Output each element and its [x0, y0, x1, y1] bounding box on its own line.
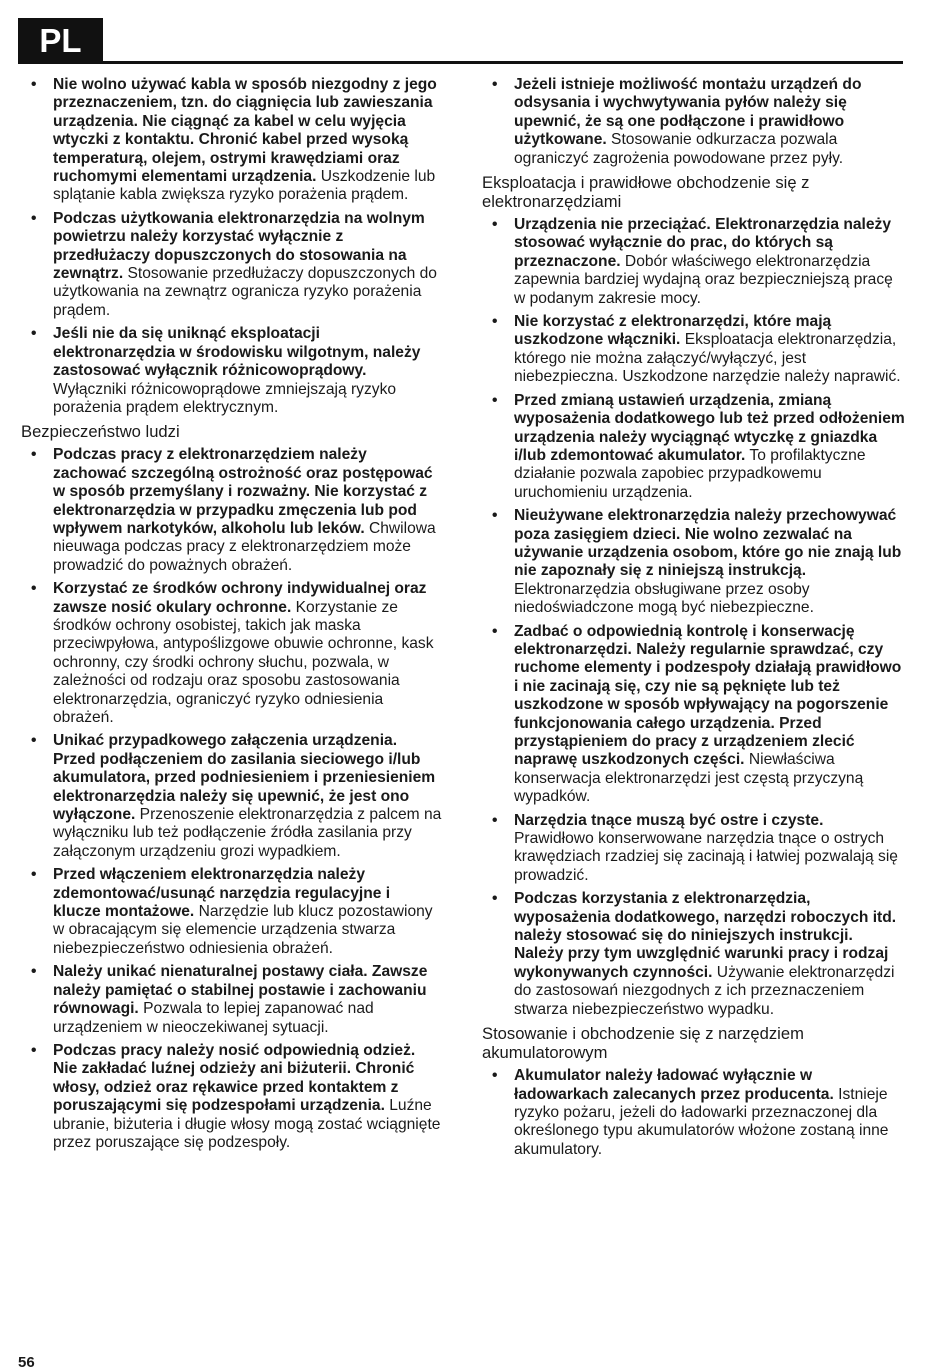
list-item [21, 732, 442, 861]
list-item [482, 313, 905, 387]
item-body-text: Eksploatacja elektronarzędzia, którego nie można załączyć/wyłączyć, jest niebezpieczna. Uszkodzone narzędzie należy naprawić. [514, 331, 901, 386]
item-body-text: Prawidłowo konserwowane narzędzia tnące o ostrych krawędziach rzadziej się zacinają i łatwiej pozwalają się prowadzić. [514, 830, 898, 884]
list-item [482, 392, 905, 502]
item-bold-text: Unikać przypadkowego załączenia urządzenia. Przed podłączeniem do zasilania sieciowego i/lub akumulatora, przed podniesieniem i przeniesieniem elektronarzędzia należy się upewnić, że jest ono wyłączone. [53, 732, 436, 824]
bullet-icon: • [492, 216, 498, 234]
item-bold-text: Podczas użytkowania elektronarzędzia na wolnym powietrzu należy korzystać wyłącznie z przedłużaczy dopuszczonych do stosowania na zewnątrz. [53, 209, 425, 283]
battery-tool-list [482, 1067, 905, 1159]
list-item [482, 507, 905, 617]
bullet-icon: • [31, 732, 37, 750]
list-item [21, 76, 442, 205]
bullet-icon: • [492, 313, 498, 331]
list-item [482, 812, 905, 886]
item-bold-text: Nie korzystać z elektronarzędzi, które mają uszkodzone włączniki. [514, 313, 832, 349]
section-heading-personal-safety: Bezpieczeństwo ludzi [21, 422, 180, 442]
item-body-text: To profilaktyczne działanie pozwala zapobiec przypadkowemu uruchomieniu urządzenia. [514, 446, 866, 501]
item-body-text: Istnieje ryzyko pożaru, jeżeli do ładowarki przeznaczonej dla określonego typu akumulatorów włożone zostaną inne akumulatory. [514, 1085, 889, 1158]
item-bold-text: Podczas korzystania z elektronarzędzia, wyposażenia dodatkowego, narzędzi roboczych itd. należy stosować się do niniejszych instrukcji. Należy przy tym uwzględnić warunki pracy i rodzaj wykonywanych czynności. [514, 890, 897, 981]
item-bold-text: Przed zmianą ustawień urządzenia, zmianą wyposażenia dodatkowego lub też przed odłożeniem urządzenia należy wyciągnąć wtyczkę z gniazdka i/lub zdemontować akumulator. [514, 391, 905, 464]
list-item [482, 623, 905, 807]
bullet-icon: • [492, 507, 498, 525]
item-bold-text: Korzystać ze środków ochrony indywidualnej oraz zawsze nosić okulary ochronne. [53, 580, 427, 616]
item-body-text: Elektronarzędzia obsługiwane przez osoby niedoświadczone mogą być niebezpieczne. [514, 580, 814, 617]
bullet-icon: • [31, 1041, 37, 1059]
item-body-text: Pozwala to lepiej zapanować nad urządzeniem w nieoczekiwanej sytuacji. [53, 1000, 374, 1036]
bullet-icon: • [31, 76, 37, 93]
list-item [21, 210, 442, 320]
item-body-text: Przenoszenie elektronarzędzia z palcem na wyłączniku lub też podłączenie źródła zasilania przy załączonym urządzeniu grozi wypadkiem. [53, 806, 442, 860]
item-bold-text: Nie wolno używać kabla w sposób niezgodny z jego przeznaczeniem, tzn. do ciągnięcia lub zawieszania urządzenia. Nie ciągnąć za kabel w celu wyjęcia wtyczki z kontaktu. Chronić kabel przed wysoką temperaturą, olejem, ostrymi krawędziami oraz ruchomymi elementami urządzenia. [53, 76, 437, 186]
list-item [482, 1067, 905, 1159]
item-body-text: Stosowanie odkurzacza pozwala ograniczyć zagrożenia powodowane przez pyły. [514, 131, 844, 167]
item-bold-text: Urządzenia nie przeciążać. Elektronarzędzia należy stosować wyłącznie do prac, do których są przeznaczone. [514, 216, 891, 270]
section-heading-battery-tool: Stosowanie i obchodzenie się z narzędziem akumulatorowym [482, 1024, 804, 1063]
item-body-text: Niewłaściwa konserwacja elektronarzędzi jest częstą przyczyną wypadków. [514, 751, 864, 806]
item-bold-text: Podczas pracy należy nosić odpowiednią odzież. Nie zakładać luźnej odzieży ani biżuterii. Chronić włosy, odzież oraz rękawice przed kontaktem z poruszającymi się podzespołami urządzenia. [53, 1041, 416, 1115]
list-item [21, 446, 442, 575]
item-body-text: Stosowanie przedłużaczy dopuszczonych do użytkowania na zewnątrz ogranicza ryzyko porażenia prądem. [53, 265, 437, 319]
bullet-icon: • [31, 963, 37, 981]
item-body-text: Luźne ubranie, biżuteria i długie włosy mogą zostać wciągnięte przez poruszające się podzespoły. [53, 1097, 441, 1151]
bullet-icon: • [31, 209, 37, 227]
header-rule [18, 61, 903, 64]
list-item [482, 890, 905, 1019]
item-bold-text: Narzędzia tnące muszą być ostre i czyste. [514, 811, 824, 829]
list-item [21, 963, 442, 1037]
item-body-text: Wyłączniki różnicowoprądowe zmniejszają ryzyko porażenia prądem elektrycznym. [53, 380, 397, 416]
bullet-icon: • [492, 391, 498, 409]
list-item [482, 76, 905, 168]
left-top-list [21, 76, 442, 417]
item-bold-text: Należy unikać nienaturalnej postawy ciała. Zawsze należy pamiętać o stabilnej postawie i zachowaniu równowagi. [53, 963, 428, 1018]
bullet-icon: • [492, 622, 498, 640]
list-item [21, 580, 442, 727]
list-item [21, 325, 442, 417]
right-column [482, 76, 905, 1164]
item-bold-text: Przed włączeniem elektronarzędzia należy zdemontować/usunąć narzędzia regulacyjne i klucze montażowe. [53, 866, 391, 921]
item-bold-text: Jeśli nie da się uniknąć eksploatacji elektronarzędzia w środowisku wilgotnym, należy zastosować wyłącznik różnicowoprądowy. [53, 325, 421, 380]
list-item [21, 866, 442, 958]
bullet-icon: • [492, 811, 498, 829]
bullet-icon: • [31, 446, 37, 464]
left-column [21, 76, 442, 1157]
bullet-icon: • [31, 325, 37, 343]
item-bold-text: Akumulator należy ładować wyłącznie w ładowarkach zalecanych przez producenta. [514, 1067, 834, 1103]
item-bold-text: Zadbać o odpowiednią kontrolę i konserwację elektronarzędzi. Należy regularnie sprawdzać, czy ruchome elementy i podzespoły działają prawidłowo i nie zacinają się, czy nie są pęknięte lub też uszkodzone w sposób wpływający na pogorszenie funkcjonowania całego urządzenia. Przed przystąpieniem do pracy z urządzeniem zlecić naprawę uszkodzonych części. [514, 622, 902, 769]
item-body-text: Uszkodzenie lub splątanie kabla zwiększa ryzyko porażenia prądem. [53, 168, 436, 204]
right-top-list [482, 76, 905, 168]
language-code: PL [39, 22, 82, 59]
item-bold-text: Podczas pracy z elektronarzędziem należy zachować szczególną ostrożność oraz postępować w sposób przemyślany i rozważny. Nie korzystać z elektronarzędzia w przypadku zmęczenia lub pod wpływem narkotyków, alkoholu lub leków. [53, 446, 433, 537]
page-number: 56 [18, 1354, 35, 1371]
item-body-text: Dobór właściwego elektronarzędzia zapewnia bardziej wydajną oraz bezpieczniejszą pracę w podanym zakresie mocy. [514, 252, 893, 307]
item-bold-text: Jeżeli istnieje możliwość montażu urządzeń do odsysania i wychwytywania pyłów należy się upewnić, że są one podłączone i prawidłowo użytkowane. [514, 76, 862, 149]
item-body-text: Używanie elektronarzędzi do zastosowań niezgodnych z ich przeznaczeniem stwarza niebezpieczeństwo wypadku. [514, 963, 895, 1018]
bullet-icon: • [492, 76, 498, 93]
bullet-icon: • [492, 1067, 498, 1085]
item-body-text: Korzystanie ze środków ochrony osobistej, takich jak maska przeciwpyłowa, antypoślizgowe obuwie ochronne, kask ochronny, czy środki ochrony słuchu, pozwala, w zależności od rodzaju oraz sposobu zastosowania elektronarzędzia, ograniczyć ryzyko odniesienia obrażeń. [53, 598, 434, 726]
list-item [21, 1042, 442, 1152]
list-item [482, 216, 905, 308]
language-tab [18, 18, 103, 64]
bullet-icon: • [492, 890, 498, 908]
section-heading-tool-use: Eksploatacja i prawidłowe obchodzenie się z elektronarzędziami [482, 173, 810, 212]
item-body-text: Chwilowa nieuwaga podczas pracy z elektronarzędziem może prowadzić do poważnych obrażeń. [53, 519, 436, 574]
bullet-icon: • [31, 866, 37, 884]
personal-safety-list [21, 446, 442, 1152]
bullet-icon: • [31, 580, 37, 598]
tool-use-list [482, 216, 905, 1019]
item-body-text: Narzędzie lub klucz pozostawiony w obracającym się elemencie urządzenia stwarza niebezpieczeństwo odniesienia obrażeń. [53, 903, 433, 957]
item-bold-text: Nieużywane elektronarzędzia należy przechowywać poza zasięgiem dzieci. Nie wolno zezwalać na używanie urządzenia osobom, które go nie znają lub nie zapoznały się z niniejszą instrukcją. [514, 507, 902, 580]
